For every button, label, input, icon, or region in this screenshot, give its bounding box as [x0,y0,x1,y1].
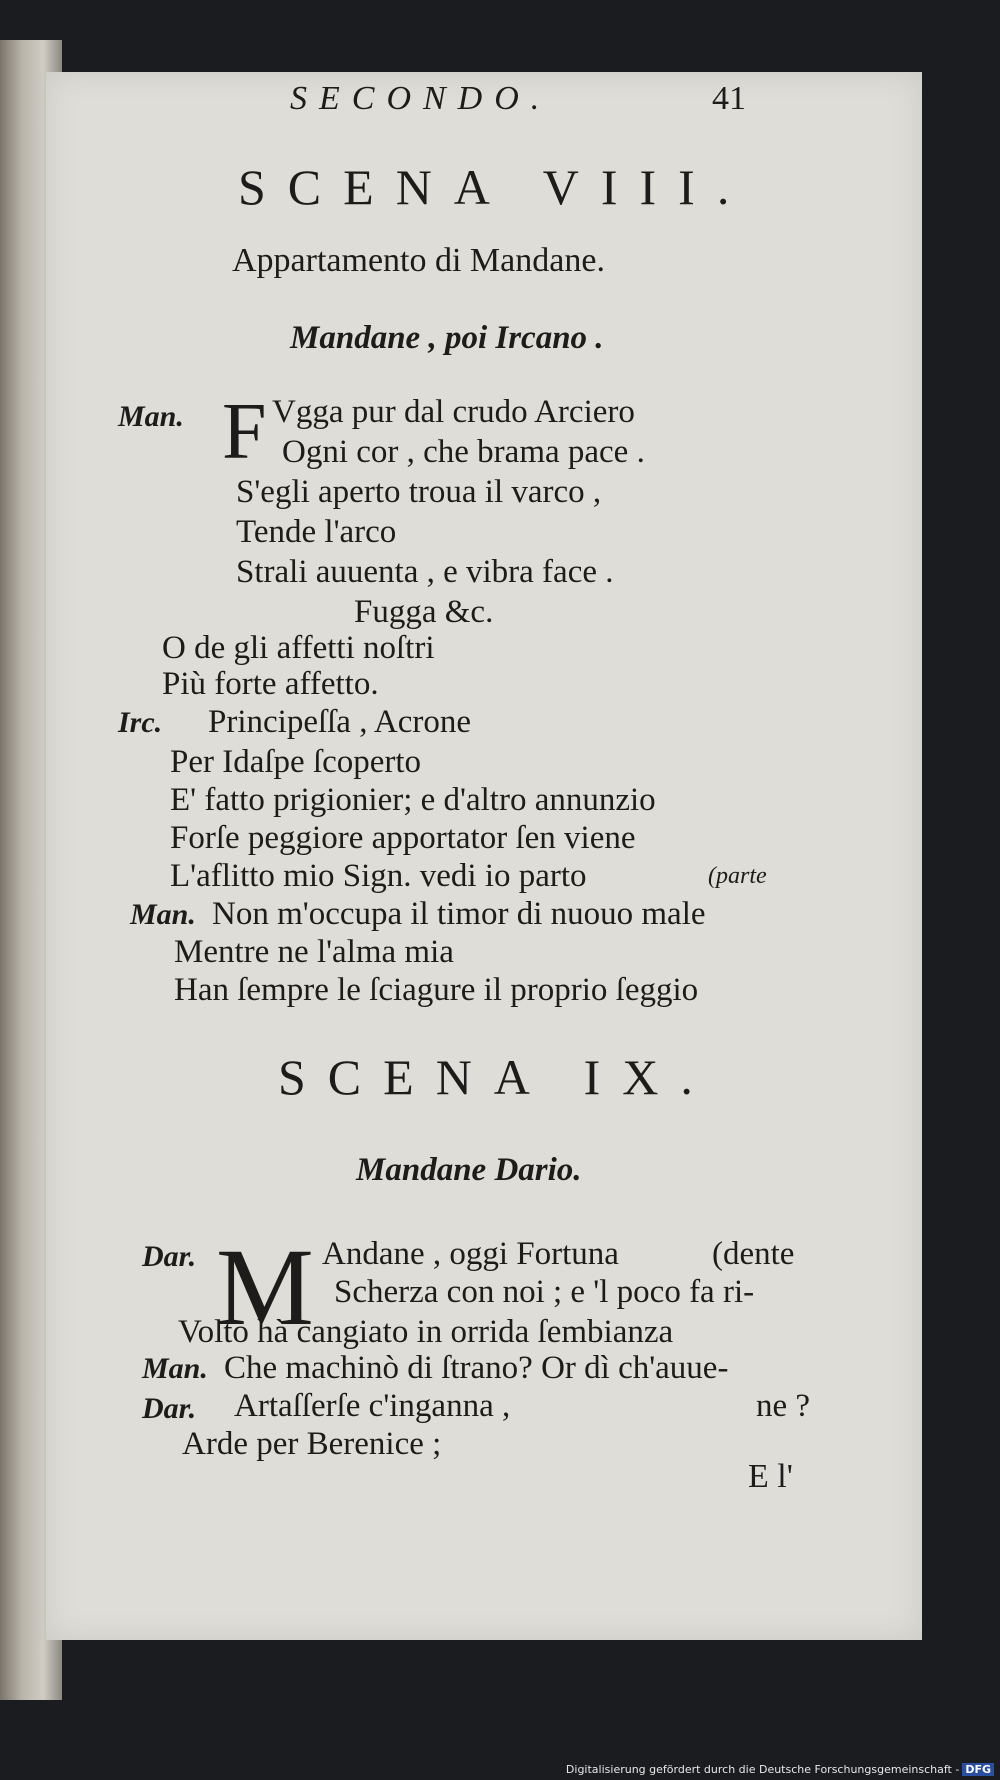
drop-capital: M [216,1226,314,1348]
stage-direction: (parte [708,863,767,889]
verse-line: Non m'occupa il timor di nuouo male [212,896,706,932]
verse-line: Mentre ne l'alma mia [174,934,454,970]
scene-viii-title: SCENA VIII. [238,159,752,215]
speaker-label: Man. [130,898,196,931]
verse-line: Arde per Berenice ; [182,1426,442,1462]
verse-line: Vgga pur dal crudo Arciero [272,394,635,430]
verse-overflow: ne ? [756,1388,811,1424]
speaker-label: Man. [118,400,184,433]
scene-ix-characters: Mandane Dario. [356,1152,582,1188]
drop-capital: F [222,388,267,476]
verse-line: Volto hà cangiato in orrida ſembianza [178,1314,674,1350]
speaker-label: Man. [142,1352,208,1385]
verse-line: Principeſſa , Acrone [208,704,472,740]
verse-line: Per Idaſpe ſcoperto [170,744,422,780]
running-head: SECONDO. [290,80,552,117]
verse-line: Più forte affetto. [162,666,379,702]
verse-overflow: (dente [712,1236,795,1272]
scene-viii-characters: Mandane , poi Ircano . [290,320,604,356]
verse-line: Forſe peggiore apportator ſen viene [170,820,636,856]
verse-line: L'aflitto mio Sign. vedi io parto [170,858,587,894]
speaker-label: Irc. [118,706,163,739]
digitization-credit [566,1763,994,1776]
verse-line: Scherza con noi ; e 'l poco fa ri- [334,1274,755,1310]
verse-line: O de gli affetti noſtri [162,630,435,666]
verse-line: Strali auuenta , e vibra face . [236,554,614,590]
speaker-label: Dar. [142,1240,197,1273]
verse-line: Artaſſerſe c'inganna , [234,1388,511,1424]
page-number: 41 [712,80,746,117]
dfg-logo: DFG [962,1763,994,1776]
catchword: E l' [748,1458,793,1495]
scene-viii-setting: Appartamento di Mandane. [232,242,605,279]
verse-line: S'egli aperto troua il varco , [236,474,602,510]
scene-ix-title: SCENA IX. [278,1049,715,1105]
verse-line: E' fatto prigionier; e d'altro annunzio [170,782,656,818]
verse-line: Ogni cor , che brama pace . [282,434,645,470]
verse-line: Andane , oggi Fortuna [322,1236,619,1272]
credit-text: Digitalisierung gefördert durch die Deutsche Forschungsgemeinschaft - [565,1763,960,1776]
speaker-label: Dar. [142,1392,197,1425]
verse-line: Che machinò di ſtrano? Or dì ch'auue- [224,1350,729,1386]
verse-line: Han ſempre le ſciagure il proprio ſeggio [174,972,699,1008]
verse-line: Fugga &c. [354,594,494,630]
verse-line: Tende l'arco [236,514,397,550]
